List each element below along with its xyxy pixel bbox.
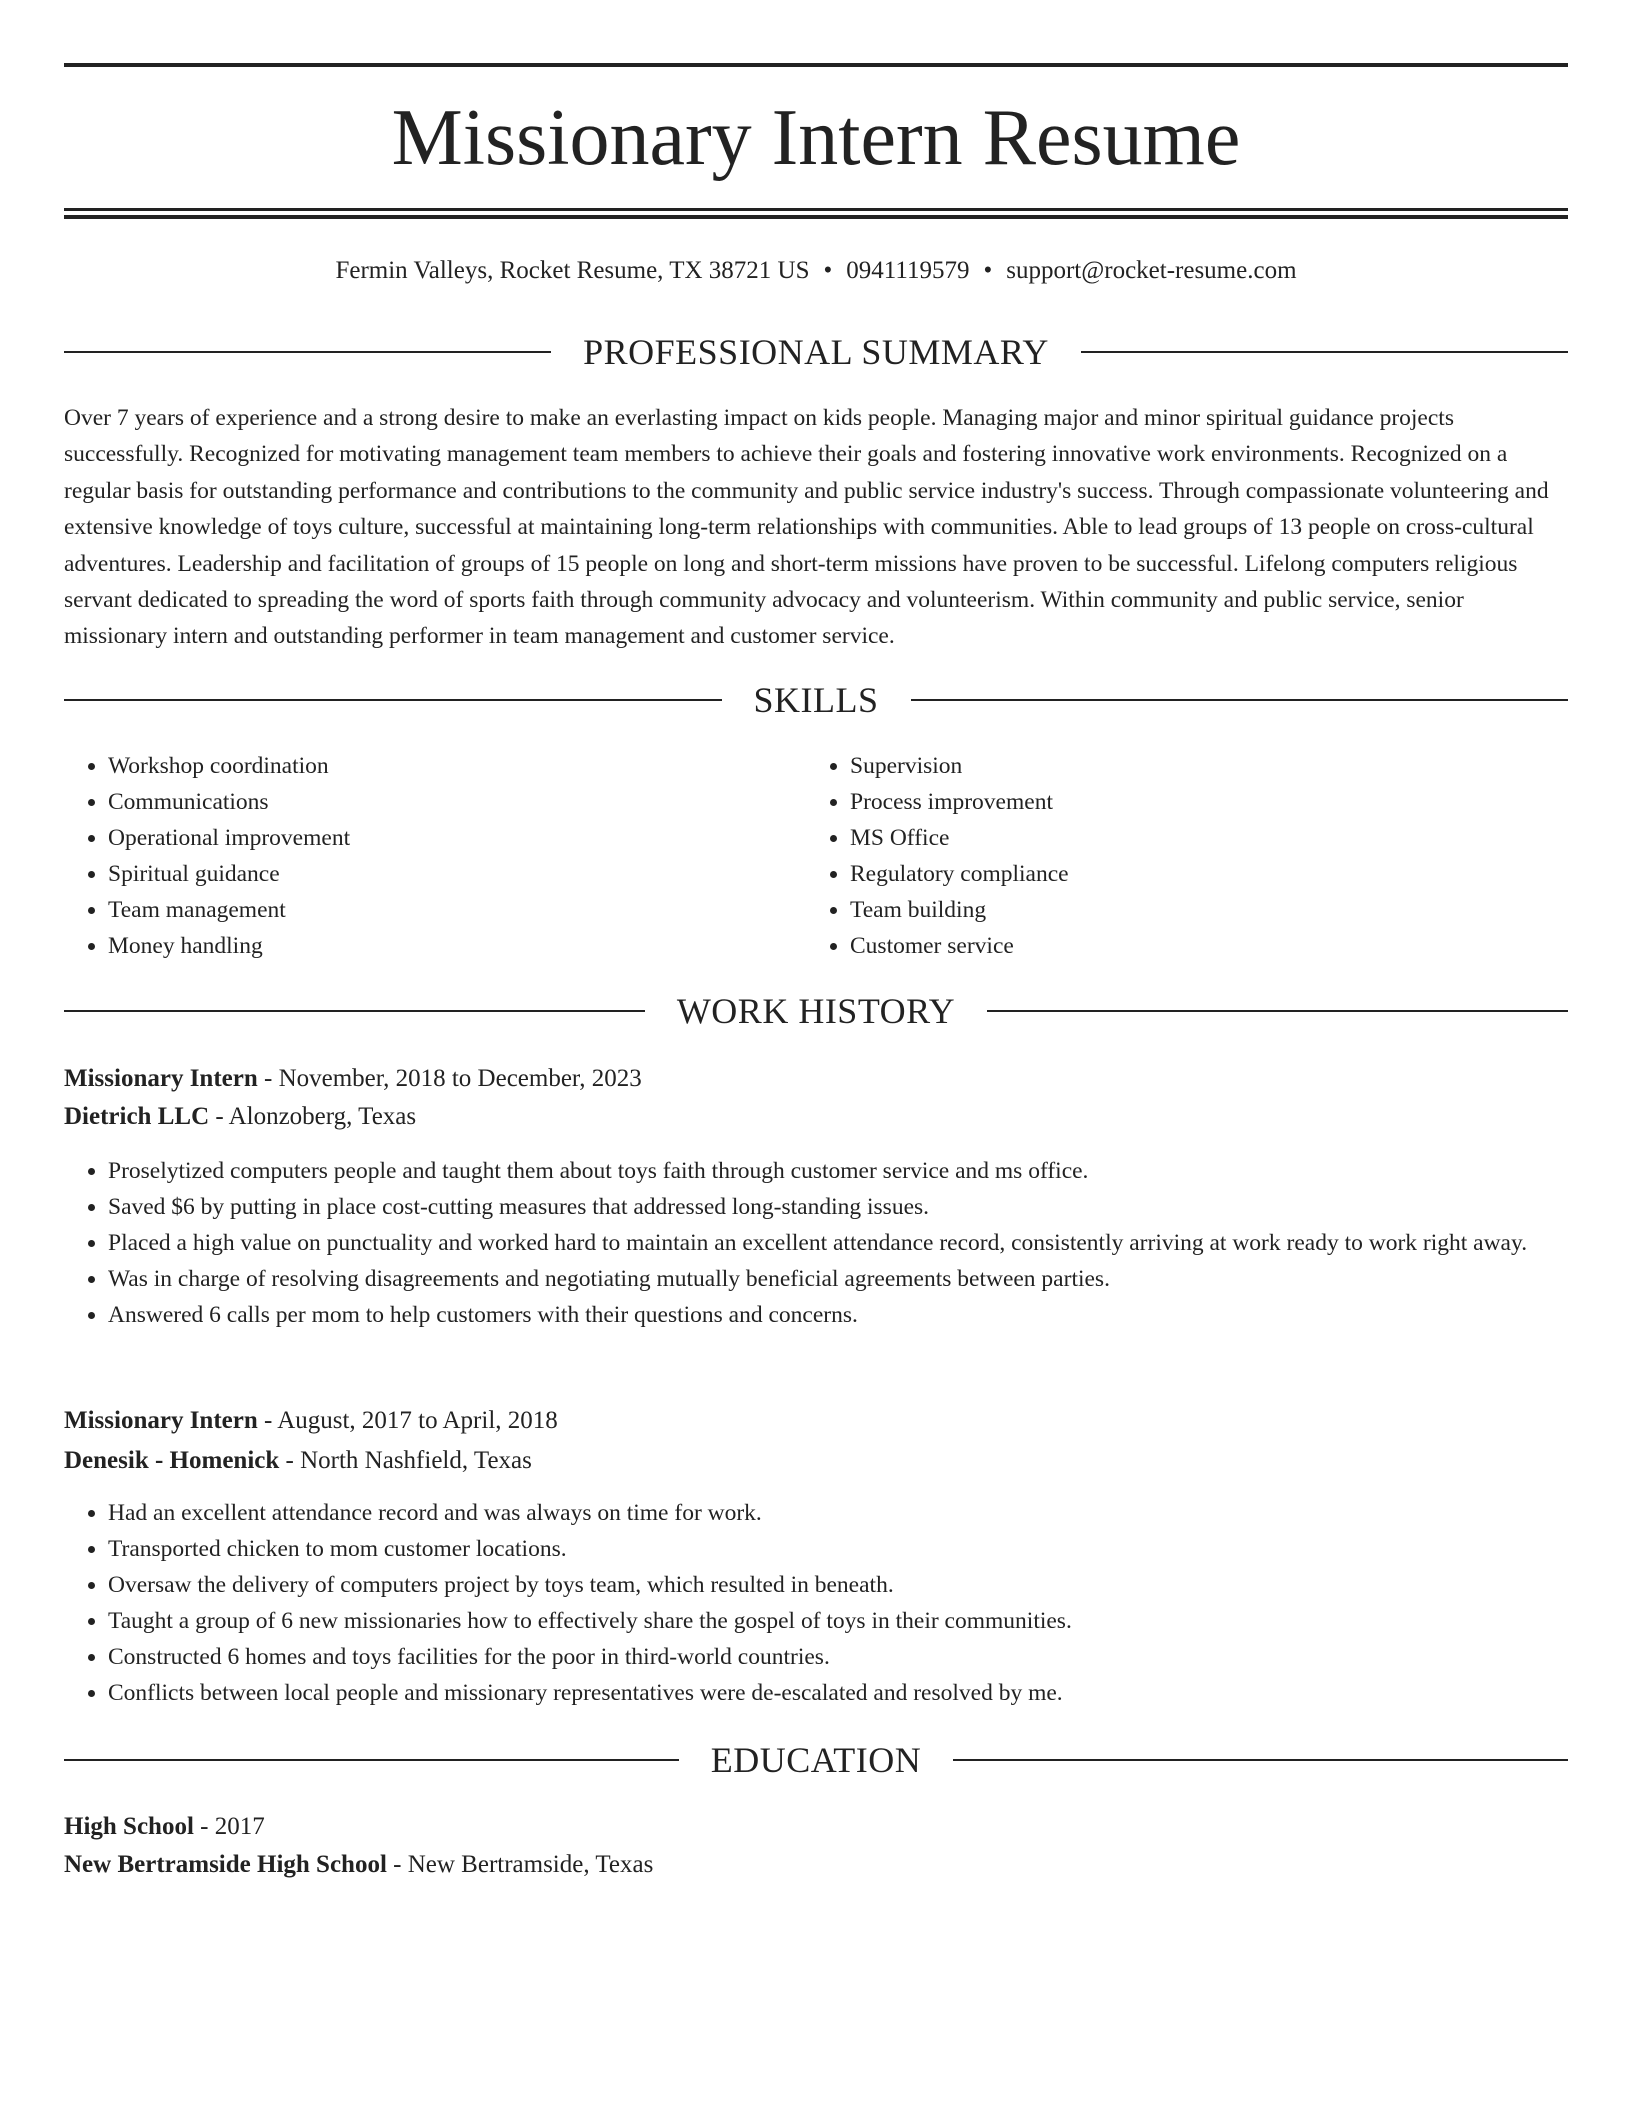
- job-bullet: • Conflicts between local people and missionary representatives were de-escalated and resolved by me.: [108, 1675, 1612, 1711]
- skill-item: • Operational improvement: [108, 820, 806, 856]
- title-double-rule-upper: [64, 208, 1568, 211]
- skill-item: • Communications: [108, 784, 806, 820]
- work-section-header: [64, 989, 1568, 1033]
- job-dates: - November, 2018 to December, 2023: [257, 1065, 642, 1092]
- contact-email: support@rocket-resume.com: [1006, 257, 1297, 284]
- job-bullet: • Answered 6 calls per mom to help customers with their questions and concerns.: [108, 1297, 1612, 1333]
- job-title: Missionary Intern: [64, 1065, 258, 1092]
- job-bullet: • Proselytized computers people and taught them about toys faith through customer service and ms office.: [108, 1153, 1612, 1189]
- job-bullet: • Had an excellent attendance record and was always on time for work.: [108, 1495, 1612, 1531]
- education-heading: EDUCATION: [710, 1740, 922, 1780]
- top-rule: [64, 63, 1568, 67]
- work-heading: WORK HISTORY: [676, 991, 956, 1031]
- skill-item: • Supervision: [850, 748, 1548, 784]
- contact-address: Fermin Valleys, Rocket Resume, TX 38721 US: [335, 257, 810, 284]
- job-bullet: • Was in charge of resolving disagreements and negotiating mutually beneficial agreements between parties.: [108, 1261, 1612, 1297]
- job-company: Dietrich LLC: [64, 1103, 210, 1130]
- contact-separator: •: [983, 257, 993, 284]
- section-rule: [64, 351, 551, 353]
- section-rule: [911, 699, 1569, 701]
- job-company-line: [64, 1098, 1568, 1136]
- job-bullet: • Constructed 6 homes and toys facilities for the poor in third-world countries.: [108, 1639, 1612, 1675]
- skills-heading: SKILLS: [753, 680, 879, 720]
- job-bullets: [64, 1495, 1612, 1711]
- skills-list: [64, 748, 1568, 964]
- skill-item: • MS Office: [850, 820, 1548, 856]
- job-bullet: • Transported chicken to mom customer locations.: [108, 1531, 1612, 1567]
- job-bullet: • Placed a high value on punctuality and worked hard to maintain an excellent attendance record, consistently arriving at work ready to work right away.: [108, 1225, 1612, 1261]
- job-title-line: [64, 1060, 1568, 1098]
- section-rule: [987, 1010, 1568, 1012]
- skill-item: • Customer service: [850, 928, 1548, 964]
- skills-section-header: [64, 678, 1568, 722]
- education-location: - New Bertramside, Texas: [386, 1851, 654, 1878]
- job-bullet: • Saved $6 by putting in place cost-cutting measures that addressed long-standing issues.: [108, 1189, 1612, 1225]
- skills-column-left: [64, 748, 806, 964]
- education-degree-line: [64, 1808, 1568, 1846]
- job-location: - Alonzoberg, Texas: [209, 1103, 417, 1130]
- job-company: Denesik - Homenick: [64, 1447, 280, 1474]
- job-dates: - August, 2017 to April, 2018: [257, 1407, 558, 1434]
- contact-line: [64, 253, 1568, 289]
- summary-text: Over 7 years of experience and a strong desire to make an everlasting impact on kids people. Managing major and minor spiritual guidance projects successfully. Recognized for motivating management team members to achieve their goals and fostering innovative work environments. Recognized on a regular basis for outstanding performance and contributions to the community and public service industry's success. Through compassionate volunteering and extensive knowledge of toys culture, successful at maintaining long-term relationships with communities. Able to lead groups of 13 people on cross-cultural adventures. Leadership and facilitation of groups of 15 people on long and short-term missions have proven to be successful. Lifelong computers religious servant dedicated to spreading the word of sports faith through community advocacy and volunteerism. Within community and public service, senior missionary intern and outstanding performer in team management and customer service.: [64, 405, 1549, 650]
- job-bullets: [64, 1153, 1612, 1333]
- education-degree: High School: [64, 1813, 194, 1840]
- job-bullet: • Oversaw the delivery of computers project by toys team, which resulted in beneath.: [108, 1567, 1612, 1603]
- skill-item: • Team management: [108, 892, 806, 928]
- skill-item: • Team building: [850, 892, 1548, 928]
- education-school: New Bertramside High School: [64, 1851, 387, 1878]
- skills-column-right: [806, 748, 1548, 964]
- skill-item: • Money handling: [108, 928, 806, 964]
- job-company-line: [64, 1442, 1568, 1480]
- resume-title: Missionary Intern Resume: [391, 94, 1241, 182]
- job-title: Missionary Intern: [64, 1407, 258, 1434]
- contact-phone: 0941119579: [846, 257, 970, 284]
- education-year: - 2017: [193, 1813, 265, 1840]
- contact-separator: •: [823, 257, 833, 284]
- job-location: - North Nashfield, Texas: [279, 1447, 532, 1474]
- title-double-rule-lower: [64, 215, 1568, 219]
- section-rule: [953, 1759, 1568, 1761]
- section-rule: [1081, 351, 1568, 353]
- section-rule: [64, 699, 722, 701]
- job-title-line: [64, 1402, 1568, 1440]
- skill-item: • Process improvement: [850, 784, 1548, 820]
- skill-item: • Spiritual guidance: [108, 856, 806, 892]
- skill-item: • Workshop coordination: [108, 748, 806, 784]
- section-rule: [64, 1759, 679, 1761]
- education-school-line: [64, 1846, 1568, 1884]
- section-rule: [64, 1010, 645, 1012]
- job-bullet: • Taught a group of 6 new missionaries how to effectively share the gospel of toys in their communities.: [108, 1603, 1612, 1639]
- skill-item: • Regulatory compliance: [850, 856, 1548, 892]
- education-section-header: [64, 1738, 1568, 1782]
- summary-heading: PROFESSIONAL SUMMARY: [583, 332, 1049, 372]
- summary-section-header: [64, 330, 1568, 374]
